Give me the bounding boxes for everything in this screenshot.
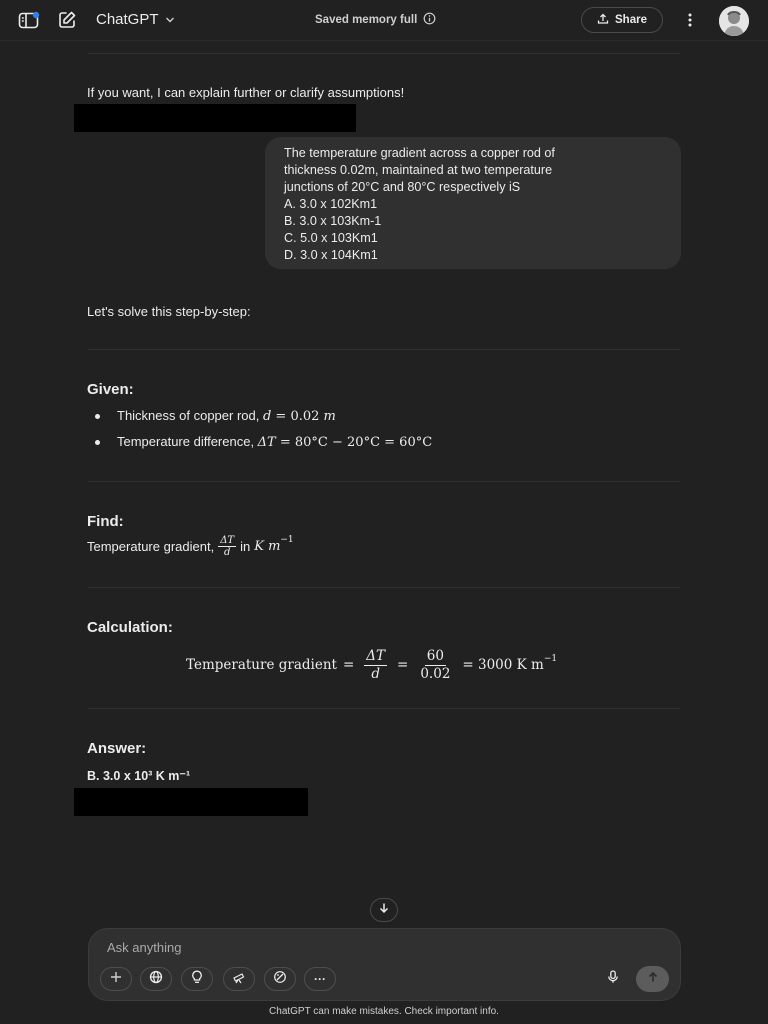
math-unit: m bbox=[323, 409, 336, 424]
disclaimer: ChatGPT can make mistakes. Check important info. bbox=[269, 1006, 499, 1017]
equals-sign: = bbox=[342, 657, 355, 673]
math-var: d bbox=[262, 409, 272, 424]
given-label: Temperature difference, bbox=[117, 434, 258, 449]
equals-sign: = bbox=[397, 657, 409, 673]
send-button[interactable] bbox=[636, 966, 669, 992]
fraction-denominator: 0.02 bbox=[420, 665, 451, 682]
reason-button[interactable] bbox=[181, 967, 213, 991]
microphone-button[interactable] bbox=[599, 967, 627, 991]
math-expr: = 0.02 bbox=[271, 409, 324, 424]
bullet-dot bbox=[95, 440, 100, 445]
share-icon bbox=[597, 13, 609, 28]
create-image-button[interactable] bbox=[264, 967, 296, 991]
memory-status-text: Saved memory full bbox=[315, 14, 418, 26]
math-var: ΔT bbox=[257, 435, 276, 450]
info-icon bbox=[423, 12, 436, 28]
bullet-dot bbox=[95, 414, 100, 419]
calculation-equation bbox=[186, 646, 557, 684]
globe-icon bbox=[149, 970, 163, 989]
more-tools-button[interactable]: ··· bbox=[304, 967, 336, 991]
fraction bbox=[364, 648, 387, 683]
app-title: ChatGPT bbox=[96, 11, 159, 28]
redacted-block bbox=[74, 788, 308, 816]
section-divider bbox=[88, 481, 680, 482]
arrow-up-icon bbox=[647, 970, 659, 988]
more-options-icon[interactable] bbox=[680, 9, 700, 31]
find-text bbox=[87, 535, 294, 558]
attach-button[interactable] bbox=[100, 967, 132, 991]
fraction-numerator: ΔT bbox=[366, 647, 386, 664]
section-divider bbox=[88, 587, 680, 588]
equation-result: = 3000 K m bbox=[462, 657, 544, 673]
assistant-message-text: If you want, I can explain further or clarify assumptions! bbox=[87, 85, 405, 100]
section-divider bbox=[88, 53, 680, 54]
fraction-denominator: d bbox=[371, 665, 380, 682]
message-input[interactable]: Ask anything bbox=[107, 940, 182, 955]
fraction bbox=[218, 535, 236, 558]
math-unit: K m bbox=[254, 539, 281, 554]
fraction-numerator: ΔT bbox=[220, 535, 235, 546]
user-message-bubble bbox=[265, 137, 681, 269]
find-heading: Find: bbox=[87, 513, 124, 530]
fraction-numerator: 60 bbox=[426, 647, 444, 664]
find-in: in bbox=[240, 539, 251, 554]
search-web-button[interactable] bbox=[140, 967, 172, 991]
chevron-down-icon bbox=[165, 11, 175, 28]
section-divider bbox=[88, 708, 680, 709]
header-divider bbox=[0, 40, 768, 41]
composer bbox=[88, 928, 681, 1001]
calculation-heading: Calculation: bbox=[87, 619, 173, 636]
fraction-denominator: d bbox=[223, 547, 231, 558]
lightbulb-icon bbox=[191, 970, 203, 989]
share-button[interactable] bbox=[581, 7, 663, 33]
answer-heading: Answer: bbox=[87, 740, 147, 757]
answer-text: B. 3.0 x 10³ K m⁻¹ bbox=[87, 769, 191, 783]
given-heading: Given: bbox=[87, 381, 134, 398]
given-item bbox=[117, 407, 336, 425]
option-c: C. 5.0 x 103Km1 bbox=[284, 231, 378, 245]
scroll-down-button[interactable] bbox=[370, 898, 398, 922]
share-label: Share bbox=[615, 14, 647, 26]
question-line: The temperature gradient across a copper rod of bbox=[284, 146, 555, 160]
model-selector[interactable] bbox=[96, 11, 175, 28]
option-a: A. 3.0 x 102Km1 bbox=[284, 197, 378, 211]
math-exponent: −1 bbox=[280, 535, 294, 545]
option-b: B. 3.0 x 103Km-1 bbox=[284, 214, 382, 228]
deep-research-button[interactable] bbox=[223, 967, 255, 991]
option-d: D. 3.0 x 104Km1 bbox=[284, 248, 378, 262]
telescope-icon bbox=[232, 970, 246, 989]
reply-intro: Let's solve this step-by-step: bbox=[87, 304, 251, 319]
sidebar-toggle-icon[interactable] bbox=[16, 7, 42, 33]
paintbrush-icon bbox=[273, 970, 287, 989]
math-expr: = 80°C − 20°C = 60°C bbox=[275, 435, 433, 450]
memory-status[interactable] bbox=[315, 12, 436, 28]
given-label: Thickness of copper rod, bbox=[117, 408, 263, 423]
new-chat-icon[interactable] bbox=[54, 7, 80, 33]
equation-label: Temperature gradient bbox=[186, 657, 337, 673]
top-bar bbox=[0, 0, 768, 40]
math-exponent: −1 bbox=[543, 654, 558, 664]
microphone-icon bbox=[607, 970, 619, 989]
redacted-block bbox=[74, 104, 356, 132]
avatar[interactable] bbox=[719, 6, 749, 36]
section-divider bbox=[88, 349, 680, 350]
question-line: junctions of 20°C and 80°C respectively iS bbox=[284, 180, 521, 194]
given-item bbox=[117, 433, 432, 451]
find-label: Temperature gradient, bbox=[87, 539, 215, 554]
question-line: thickness 0.02m, maintained at two temperature bbox=[284, 163, 553, 177]
fraction bbox=[418, 648, 452, 683]
arrow-down-icon bbox=[378, 901, 390, 919]
plus-icon bbox=[110, 970, 122, 988]
